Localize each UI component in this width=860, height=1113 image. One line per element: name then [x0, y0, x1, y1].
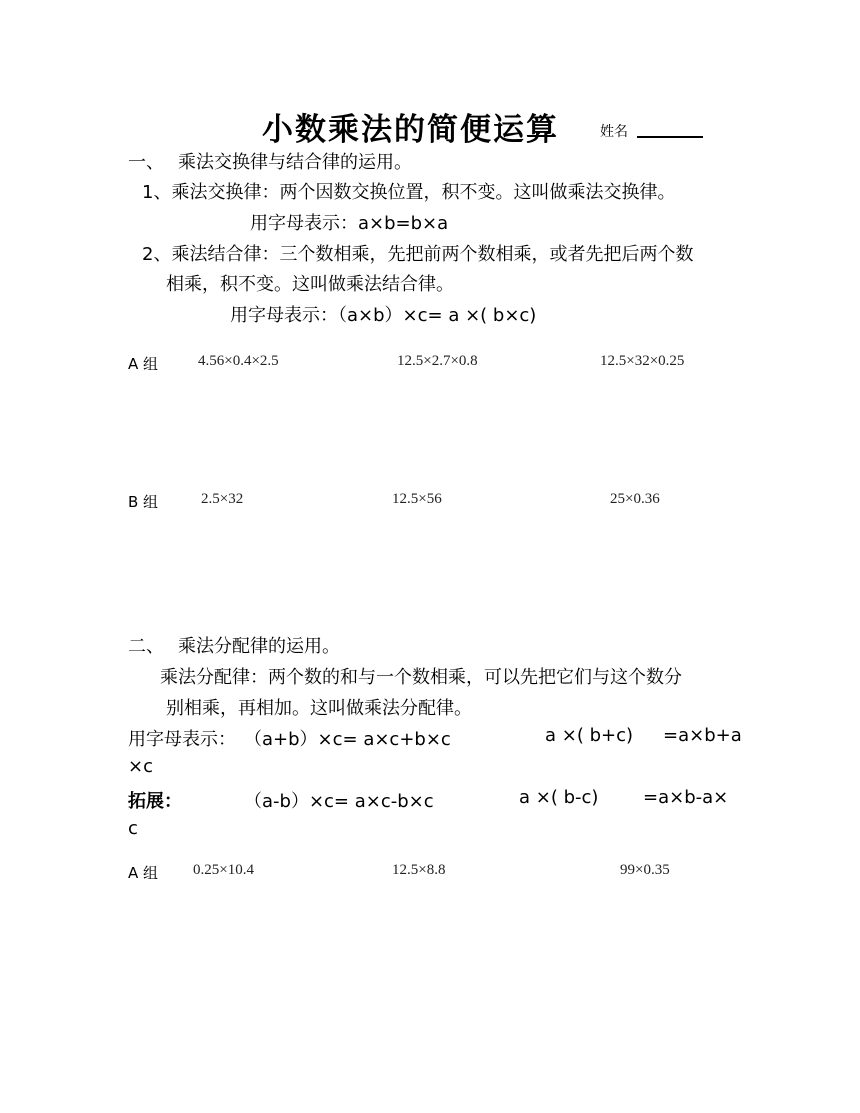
extend-label: 拓展： — [128, 791, 182, 812]
associative-rule-line2: 相乘，积不变。这叫做乘法结合律。 — [166, 274, 454, 295]
problem: 12.5×32×0.25 — [600, 353, 685, 369]
commutative-formula: 用字母表示：a×b=b×a — [250, 213, 449, 234]
problem: 25×0.36 — [610, 491, 660, 507]
extend-formula-2-wrap: c — [128, 818, 138, 839]
problem: 12.5×8.8 — [392, 862, 446, 878]
extend-formula-2-result: =a×b-a× — [643, 787, 729, 808]
distributive-formula-2: a ×( b+c) — [545, 725, 634, 746]
name-blank-line — [637, 122, 703, 138]
problem: 12.5×56 — [392, 491, 442, 507]
section1-heading: 乘法交换律与结合律的运用。 — [178, 152, 412, 173]
problem: 99×0.35 — [620, 862, 670, 878]
problem: 4.56×0.4×2.5 — [198, 353, 279, 369]
distributive-rule-line2: 别相乘，再相加。这叫做乘法分配律。 — [166, 698, 472, 719]
problem: 2.5×32 — [201, 491, 244, 507]
section2-number: 二、 — [128, 636, 164, 657]
extend-formula-1: （a-b）×c= a×c-b×c — [244, 791, 434, 812]
problem: 12.5×2.7×0.8 — [397, 353, 478, 369]
page-title: 小数乘法的简便运算 — [262, 112, 559, 148]
distributive-formula-1: （a+b）×c= a×c+b×c — [244, 729, 451, 750]
problem: 0.25×10.4 — [193, 862, 254, 878]
section2-heading: 乘法分配律的运用。 — [178, 636, 340, 657]
extend-formula-2: a ×( b-c) — [519, 787, 599, 808]
distributive-formula-2-result: =a×b+a — [663, 725, 742, 746]
associative-rule-line1: 2、乘法结合律：三个数相乘，先把前两个数相乘，或者先把后两个数 — [142, 244, 694, 265]
formula-label: 用字母表示： — [128, 729, 236, 750]
associative-formula: 用字母表示：（a×b）×c= a ×( b×c) — [230, 305, 537, 326]
group-a-label: A 组 — [128, 864, 159, 882]
distributive-rule-line1: 乘法分配律：两个数的和与一个数相乘，可以先把它们与这个数分 — [160, 667, 682, 688]
name-label: 姓名 — [600, 124, 628, 140]
group-a-label: A 组 — [128, 355, 159, 373]
commutative-rule: 1、乘法交换律：两个因数交换位置，积不变。这叫做乘法交换律。 — [142, 182, 676, 203]
distributive-formula-2-wrap: ×c — [128, 756, 153, 777]
section1-number: 一、 — [128, 152, 164, 173]
group-b-label: B 组 — [128, 493, 159, 511]
